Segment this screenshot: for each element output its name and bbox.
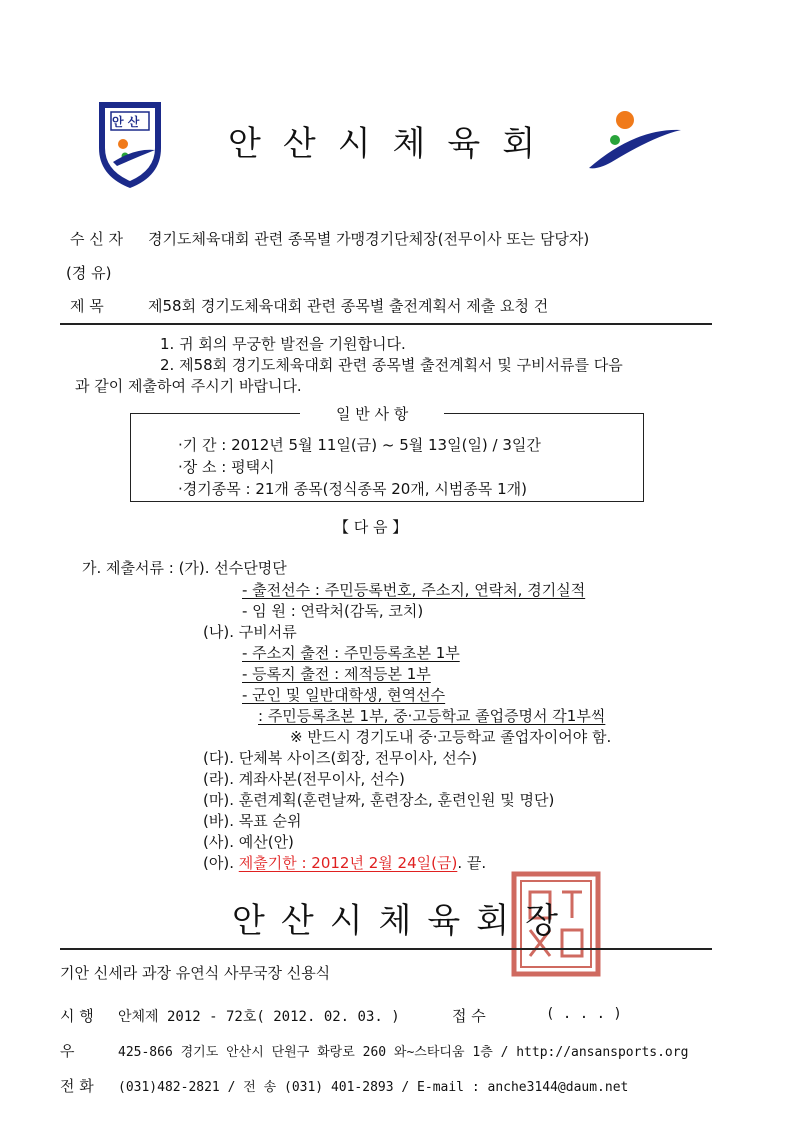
emblem-label: 안 산	[112, 115, 140, 129]
general-info-heading: 일 반 사 항	[300, 403, 444, 424]
docs-deadline-prefix: (아).	[203, 854, 234, 872]
general-events: ·경기종목 : 21개 종목(정식종목 20개, 시범종목 1개)	[178, 480, 527, 498]
docs-military-students: - 군인 및 일반대학생, 현역선수	[242, 686, 446, 704]
receipt-date: ( . . . )	[546, 1006, 622, 1022]
signature-title: 안산시체육회장	[232, 901, 574, 941]
docs-players: - 출전선수 : 주민등록번호, 주소지, 연락처, 경기실적	[242, 581, 586, 599]
next-heading: 【 다 음 】	[334, 518, 408, 536]
via-line: (경 유)	[66, 264, 112, 282]
paragraph-1: 1. 귀 회의 무궁한 발전을 기원합니다.	[160, 335, 406, 353]
docs-address-entry: - 주소지 출전 : 주민등록초본 1부	[242, 644, 460, 662]
docs-training: (마). 훈련계획(훈련날짜, 훈련장소, 훈련인원 및 명단)	[203, 791, 555, 809]
docs-intro: 가. 제출서류 : (가). 선수단명단	[82, 559, 287, 577]
ansan-emblem	[95, 96, 165, 190]
address-line: 425-866 경기도 안산시 단원구 화랑로 260 와~스타디움 1층 / http://ansansports.org	[118, 1045, 689, 1060]
divider-top	[60, 323, 712, 325]
subject-label: 제 목	[70, 297, 104, 315]
paragraph-2a: 2. 제58회 경기도체육대회 관련 종목별 출전계획서 및 구비서류를 다음	[160, 356, 623, 374]
page-title: 안산시체육회	[228, 124, 558, 164]
subject: 제58회 경기도체육대회 관련 종목별 출전계획서 제출 요청 건	[148, 297, 549, 315]
docs-officials: - 임 원 : 연락처(감독, 코치)	[242, 602, 424, 620]
docs-registry-entry: - 등록지 출전 : 제적등본 1부	[242, 665, 431, 683]
docs-account: (라). 계좌사본(전무이사, 선수)	[203, 770, 405, 788]
postal-label: 우	[60, 1042, 75, 1060]
docs-note: ※ 반드시 경기도내 중·고등학교 졸업자이어야 함.	[290, 728, 612, 746]
docs-required: (나). 구비서류	[203, 623, 297, 641]
docs-military-detail: : 주민등록초본 1부, 중·고등학교 졸업증명서 각1부씩	[258, 707, 606, 725]
receipt-label: 접 수	[452, 1007, 486, 1025]
exec-label: 시 행	[60, 1007, 94, 1025]
docs-end: . 끝.	[457, 854, 487, 872]
drafter-line: 기안 신세라 과장 유연식 사무국장 신용식	[60, 964, 331, 982]
recipient: 경기도체육대회 관련 종목별 가맹경기단체장(전무이사 또는 담당자)	[148, 230, 590, 248]
docs-deadline: 제출기한 : 2012년 2월 24일(금)	[238, 854, 458, 872]
recipient-label: 수 신 자	[70, 230, 124, 248]
paragraph-2b: 과 같이 제출하여 주시기 바랍니다.	[75, 377, 302, 395]
ansan-swoosh-logo	[585, 108, 685, 176]
phone-label: 전 화	[60, 1077, 94, 1095]
divider-bottom	[60, 948, 712, 950]
contact-line: (031)482-2821 / 전 송 (031) 401-2893 / E-mail : anche3144@daum.net	[118, 1080, 629, 1095]
docs-uniform: (다). 단체복 사이즈(회장, 전무이사, 선수)	[203, 749, 478, 767]
general-venue: ·장 소 : 평택시	[178, 458, 275, 476]
exec-number: 안체제 2012 - 72호( 2012. 02. 03. )	[118, 1009, 400, 1025]
docs-deadline-line	[203, 852, 486, 873]
docs-target: (바). 목표 순위	[203, 812, 302, 830]
docs-budget: (사). 예산(안)	[203, 833, 294, 851]
general-period: ·기 간 : 2012년 5월 11일(금) ~ 5월 13일(일) / 3일간	[178, 436, 541, 454]
